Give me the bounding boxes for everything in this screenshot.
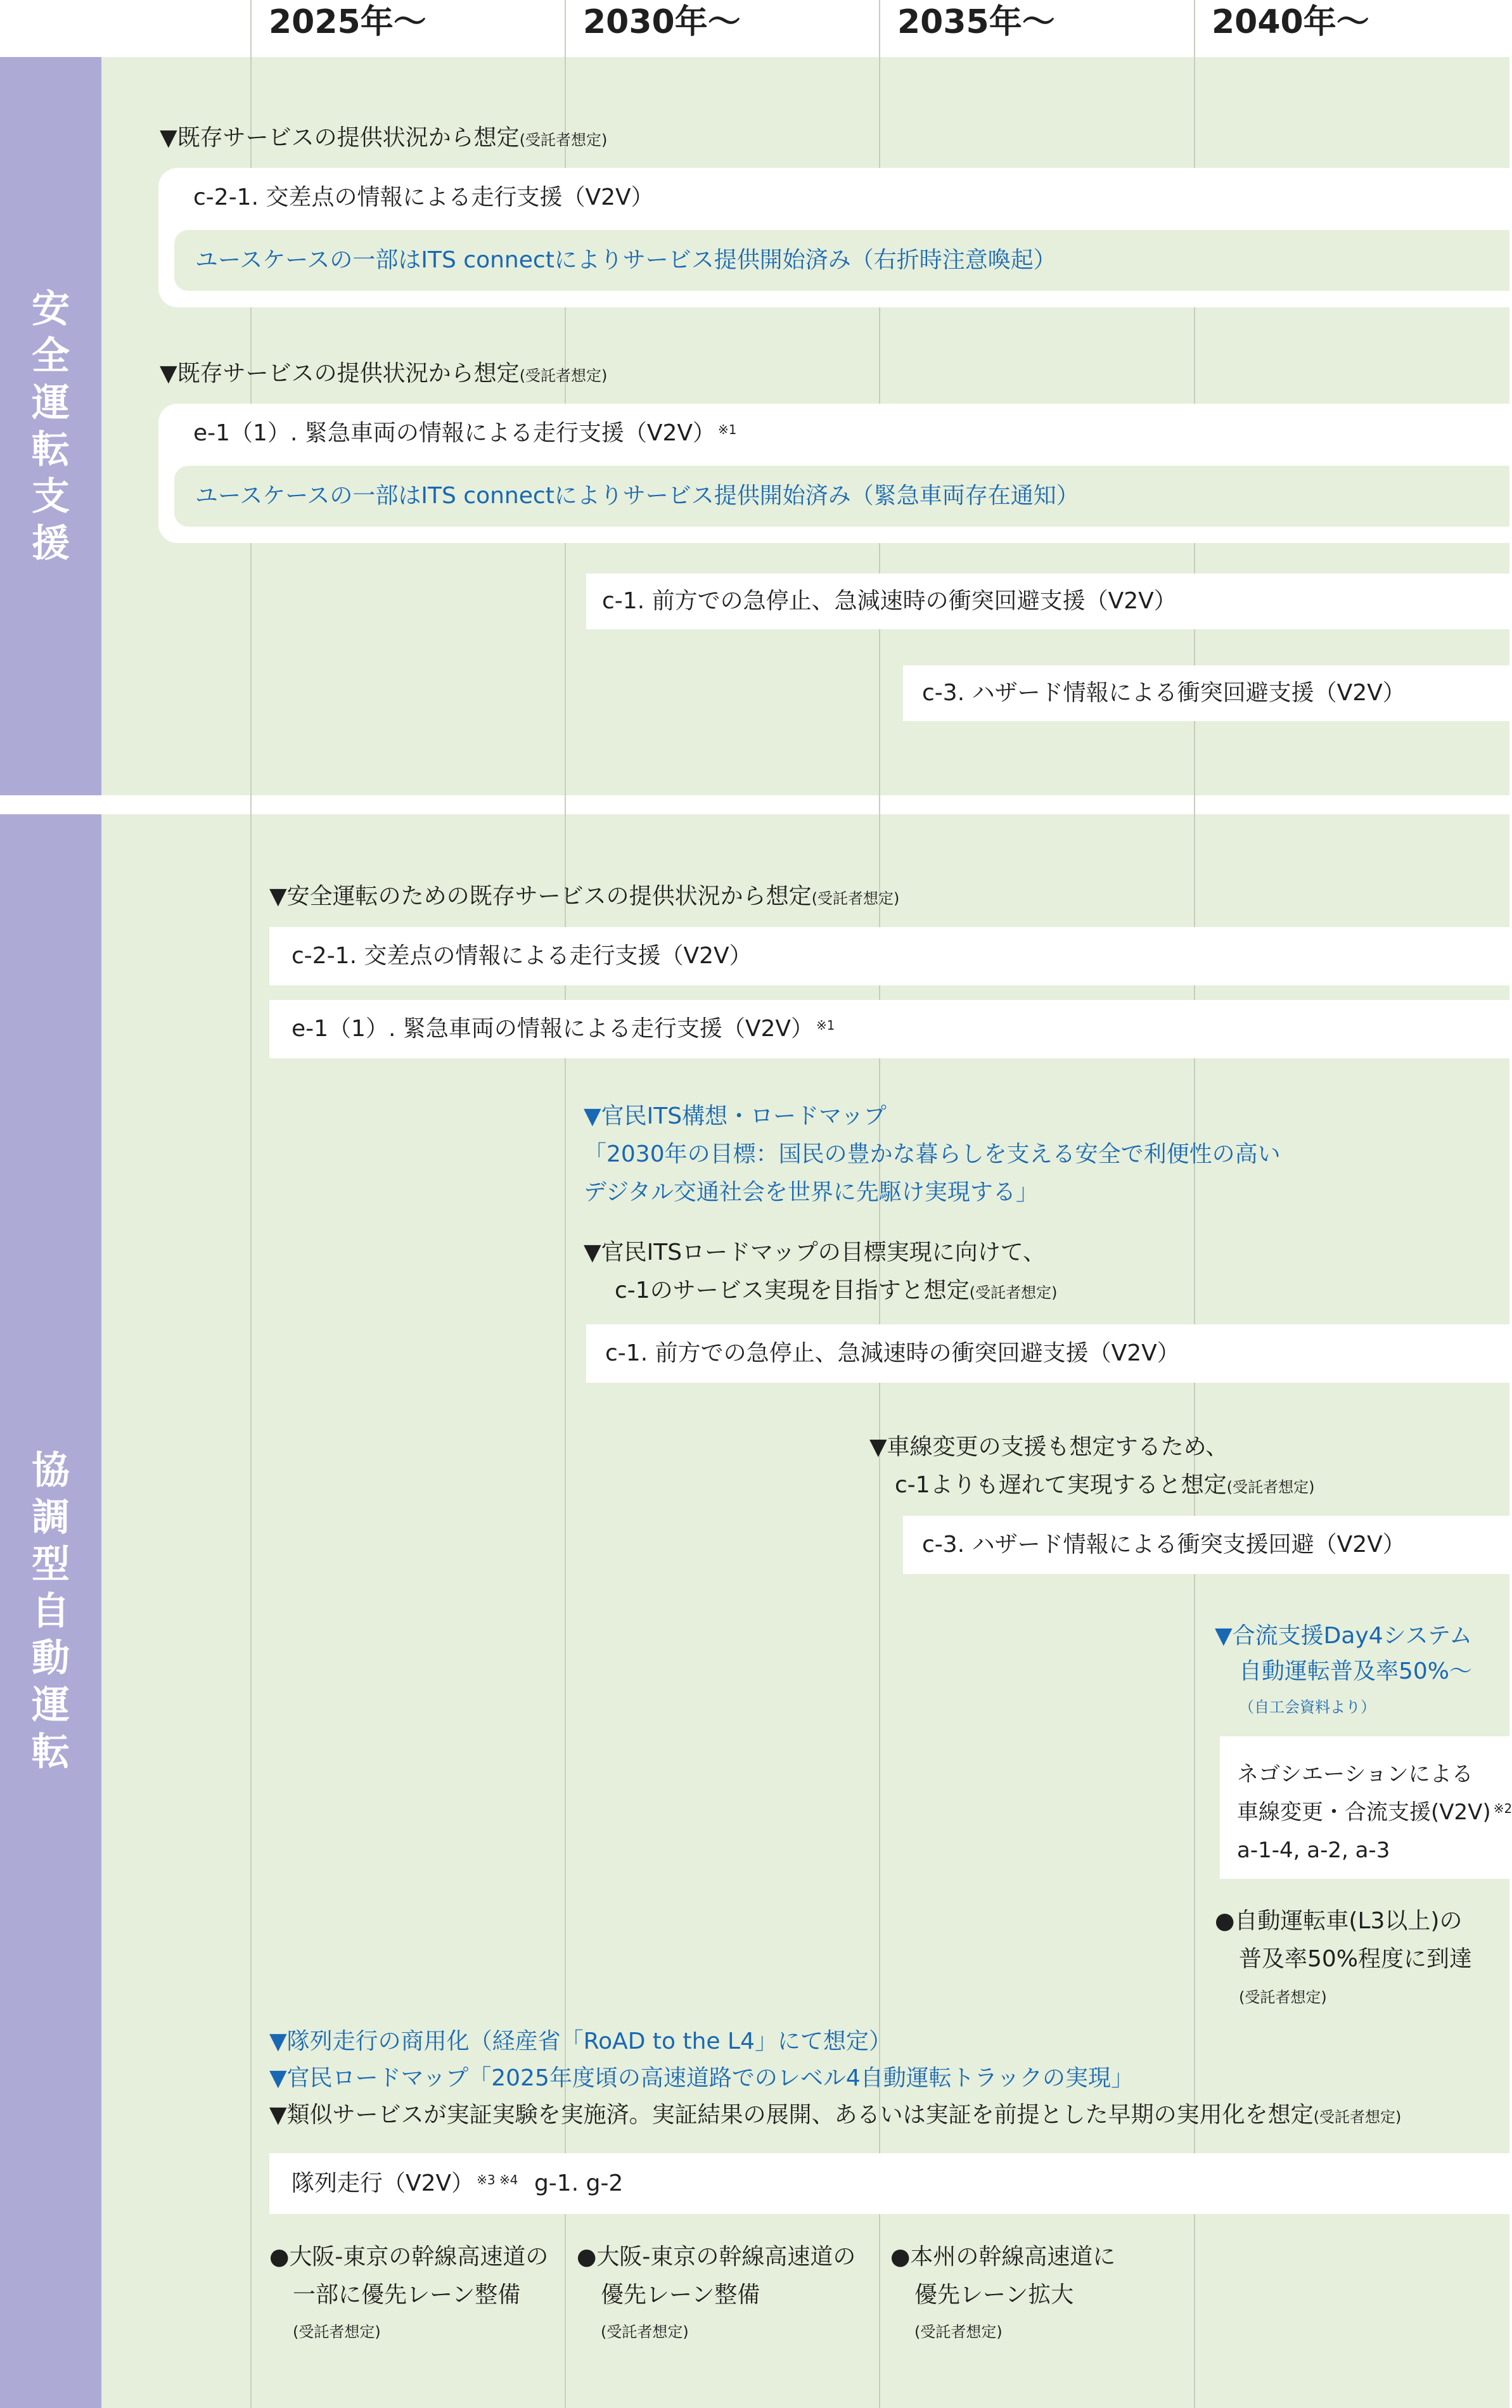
- year-2035: 2035年〜: [897, 3, 1055, 41]
- year-2025: 2025年〜: [269, 3, 426, 41]
- coop-bar-3-text: c-1. 前方での急停止、急減速時の衝突回避支援（V2V）: [605, 1340, 1180, 1366]
- coop-note-6-line-1: ●自動運転車(L3以上)の: [1215, 1908, 1463, 1934]
- safety-bar-4-text: c-3. ハザード情報による衝突回避支援（V2V）: [922, 680, 1406, 706]
- coop-note-3-line-1: ▼官民ITSロードマップの目標実現に向けて、: [584, 1239, 1046, 1265]
- safety-note-2-small: (受託者想定): [519, 367, 608, 385]
- safety-bar-2-title: [193, 419, 736, 447]
- coop-note-4-text: c-1よりも遅れて実現すると想定: [895, 1472, 1227, 1498]
- coop-bar-6-text: [292, 2170, 623, 2198]
- coop-milestone-3-line-1: ●本州の幹線高速道に: [890, 2244, 1116, 2270]
- coop-note-9-text: ▼類似サービスが実証実験を実施済。実証結果の展開、あるいは実証を前提とした早期の実用化を想定: [269, 2102, 1314, 2128]
- coop-note-1-small: (受託者想定): [811, 890, 900, 907]
- safety-label-text: 安全運転支援: [32, 286, 70, 566]
- coop-section-label: [0, 814, 101, 2408]
- year-2030: 2030年〜: [583, 3, 741, 41]
- safety-bar-1-title: c-2-1. 交差点の情報による走行支援（V2V）: [193, 184, 654, 210]
- coop-bar-4-text: c-3. ハザード情報による衝突支援回避（V2V）: [922, 1532, 1406, 1558]
- coop-milestone-3-small: (受託者想定): [914, 2323, 1003, 2341]
- safety-section-label: [0, 57, 101, 795]
- coop-bar-2-title: e-1（1）. 緊急車両の情報による走行支援（V2V）: [292, 1016, 814, 1042]
- coop-bar-6-tail: g-1. g-2: [534, 2170, 624, 2196]
- coop-milestone-1-line-1: ●大阪-東京の幹線高速道の: [269, 2244, 549, 2270]
- coop-milestone-2-line-1: ●大阪-東京の幹線高速道の: [577, 2244, 856, 2270]
- coop-bar-6-title: 隊列走行（V2V）: [292, 2170, 475, 2196]
- safety-note-2: [160, 360, 607, 390]
- coop-note-2-line-1: ▼官民ITS構想・ロードマップ: [584, 1103, 887, 1129]
- coop-bar-2-sup: ※1: [816, 1018, 835, 1033]
- coop-note-7: ▼隊列走行の商用化（経産省「RoAD to the L4」にて想定）: [269, 2028, 892, 2054]
- coop-bar-5-line-3: a-1-4, a-2, a-3: [1237, 1838, 1390, 1863]
- coop-note-5-line-2: 自動運転普及率50%〜: [1239, 1658, 1473, 1684]
- safety-bar-2-title-text: e-1（1）. 緊急車両の情報による走行支援（V2V）: [193, 420, 715, 446]
- coop-bar-6-sup: ※3 ※4: [477, 2172, 518, 2187]
- safety-bar-2-sub: ユースケースの一部はITS connectによりサービス提供開始済み（緊急車両存在通知）: [195, 483, 1079, 509]
- safety-note-1-small: (受託者想定): [519, 131, 608, 149]
- coop-note-8: ▼官民ロードマップ「2025年度頃の高速道路でのレベル4自動運転トラックの実現」: [269, 2065, 1134, 2091]
- coop-bar-5-line-2: [1237, 1798, 1512, 1826]
- coop-bar-1-text: c-2-1. 交差点の情報による走行支援（V2V）: [292, 943, 752, 969]
- coop-note-3-text: c-1のサービス実現を目指すと想定: [615, 1278, 970, 1303]
- coop-note-2-line-3: デジタル交通社会を世界に先駆け実現する」: [584, 1179, 1039, 1205]
- coop-milestone-1-small: (受託者想定): [293, 2323, 381, 2341]
- coop-bar-5-line-2-text: 車線変更・合流支援(V2V): [1237, 1800, 1491, 1825]
- safety-note-1-text: ▼既存サービスの提供状況から想定: [160, 125, 520, 151]
- safety-bar-3-text: c-1. 前方での急停止、急減速時の衝突回避支援（V2V）: [602, 588, 1177, 614]
- coop-bar-2-text: [292, 1015, 835, 1043]
- safety-note-2-text: ▼既存サービスの提供状況から想定: [160, 361, 520, 387]
- coop-note-4-small: (受託者想定): [1226, 1478, 1315, 1496]
- coop-label-text: 協調型自動運転: [32, 1448, 70, 1774]
- coop-note-9-small: (受託者想定): [1313, 2108, 1402, 2126]
- coop-note-1: [269, 883, 899, 913]
- coop-note-6-small: (受託者想定): [1239, 1989, 1327, 2006]
- year-2040: 2040年〜: [1212, 3, 1369, 41]
- coop-note-4-line-1: ▼車線変更の支援も想定するため、: [869, 1434, 1229, 1460]
- coop-note-3-line-2: [615, 1277, 1057, 1307]
- coop-note-6-line-2: 普及率50%程度に到達: [1239, 1946, 1473, 1972]
- coop-milestone-1-line-2: 一部に優先レーン整備: [293, 2282, 521, 2308]
- coop-note-9: [269, 2101, 1401, 2131]
- safety-note-1: [160, 124, 607, 154]
- coop-note-1-text: ▼安全運転のための既存サービスの提供状況から想定: [269, 883, 812, 909]
- coop-milestone-2-small: (受託者想定): [601, 2323, 689, 2341]
- safety-bar-2-sup: ※1: [718, 422, 737, 437]
- safety-bar-1-sub: ユースケースの一部はITS connectによりサービス提供開始済み（右折時注意喚起）: [195, 247, 1056, 273]
- coop-note-2-line-2: 「2030年の目標：国民の豊かな暮らしを支える安全で利便性の高い: [584, 1141, 1281, 1167]
- coop-milestone-3-line-2: 優先レーン拡大: [914, 2282, 1074, 2308]
- coop-bar-5-sup: ※2: [1493, 1801, 1512, 1816]
- gridline-2040: [1194, 0, 1195, 2408]
- coop-note-5-line-1: ▼合流支援Day4システム: [1215, 1623, 1473, 1649]
- coop-milestone-2-line-2: 優先レーン整備: [601, 2282, 760, 2308]
- coop-note-3-small: (受託者想定): [969, 1284, 1058, 1302]
- coop-bar-5-line-1: ネゴシエーションによる: [1237, 1762, 1473, 1787]
- coop-note-4-line-2: [895, 1471, 1314, 1501]
- coop-note-5-line-3: （自工会資料より）: [1239, 1698, 1376, 1716]
